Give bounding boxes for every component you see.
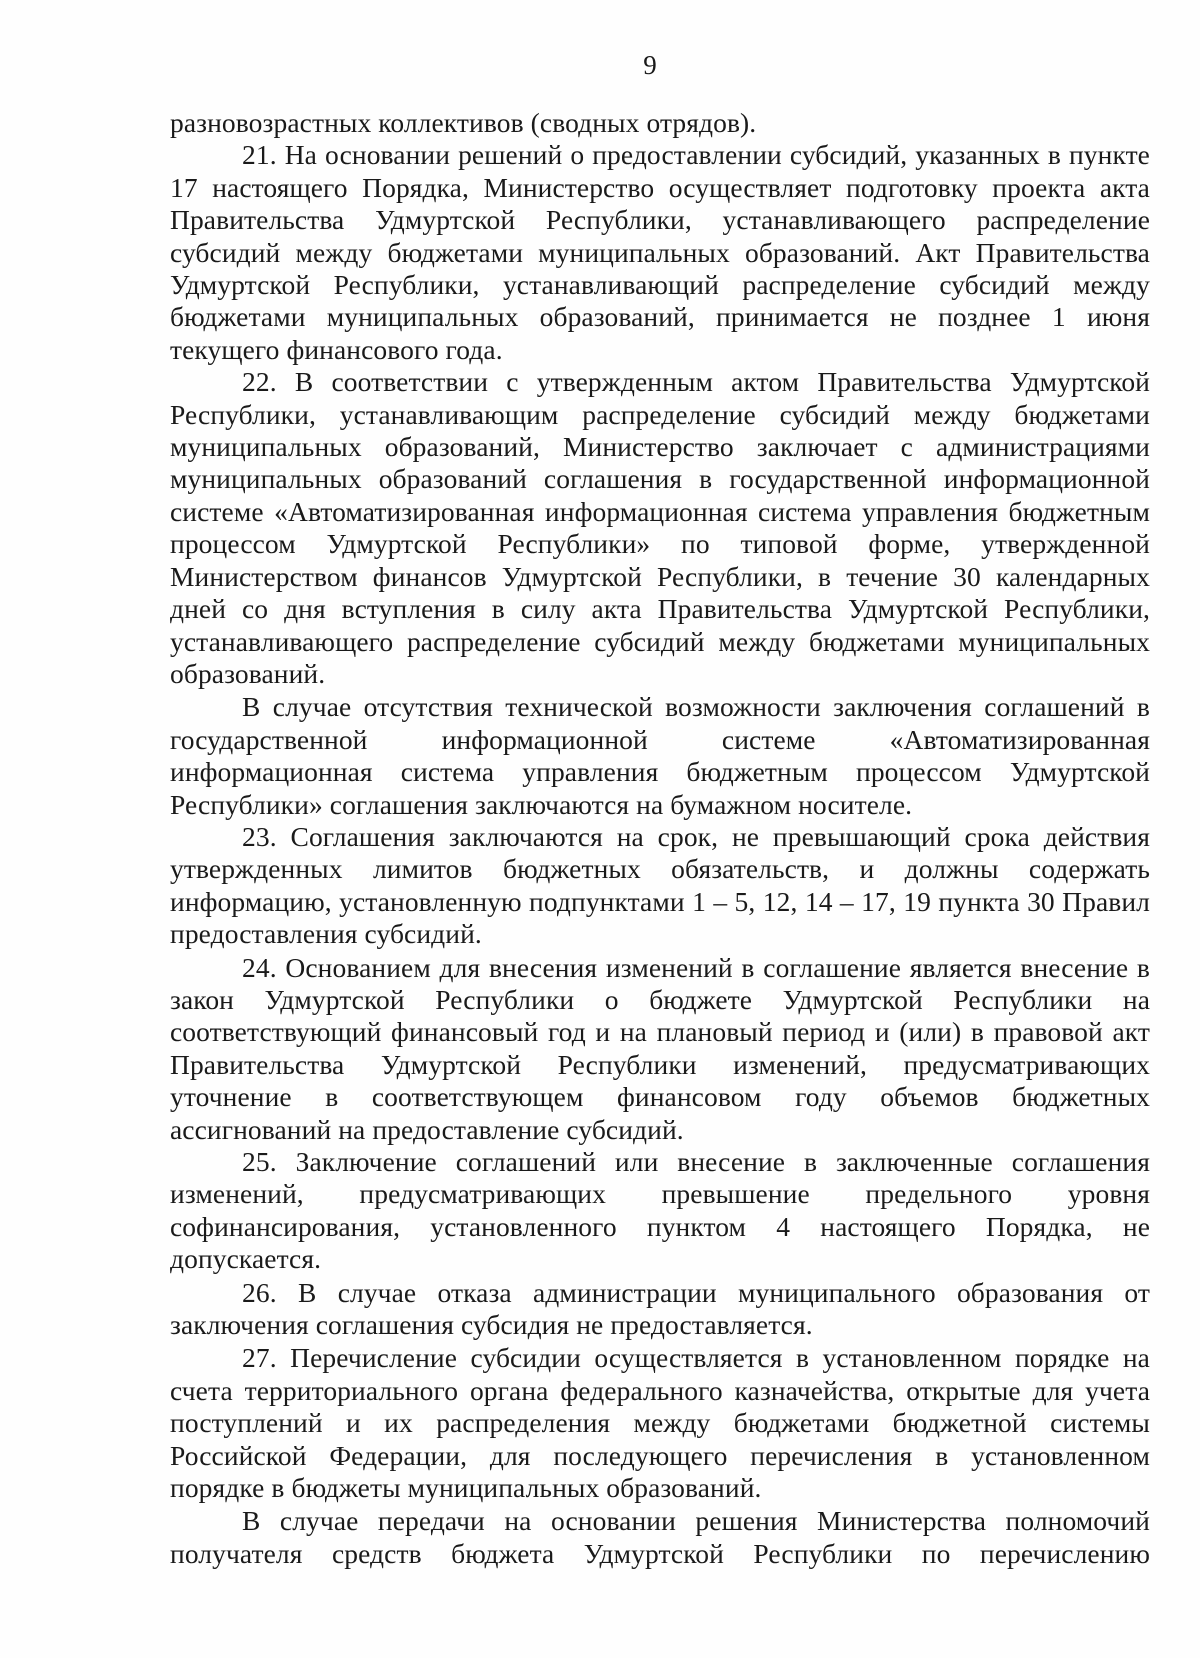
paragraph-item-23: 23. Соглашения заключаются на срок, не превышающий срока действия утвержденных лимитов бюджетных обязательств, и должны содержать информацию, установленную подпунктами 1 – 5, 12, 14 – 17, 19 пункта 30 Правил предоставления субсидий. [170,820,1150,950]
paragraph-item-26: 26. В случае отказа администрации муниципального образования от заключения соглашения субсидия не предоставляется. [170,1276,1150,1341]
page-number: 9 [643,50,657,80]
paragraph-continuation: разновозрастных коллективов (сводных отрядов). [170,107,757,138]
paragraph-item-21: 21. На основании решений о предоставлении субсидий, указанных в пункте 17 настоящего Порядка, Министерство осуществляет подготовку проекта акта Правительства Удмуртской Республики, устанавливающего распределение субсидий между бюджетами муниципальных образований. Акт Правительства Удмуртской Республики, устанавливающий распределение субсидий между бюджетами муниципальных образований, принимается не позднее 1 июня текущего финансового года. [170,139,1150,365]
paragraph-item-22-paper: В случае отсутствия технической возможности заключения соглашений в государственной информационной системе «Автоматизированная информационная система управления бюджетным процессом Удмуртской Республики» соглашения заключаются на бумажном носителе. [170,691,1150,820]
paragraph-item-25: 25. Заключение соглашений или внесение в заключенные соглашения изменений, предусматривающих превышение предельного уровня софинансирования, установленного пунктом 4 настоящего Порядка, не допускается. [170,1146,1150,1275]
document-body [170,107,1150,1570]
paragraph-item-27-transfer: В случае передачи на основании решения Министерства полномочий получателя средств бюджета Удмуртской Республики по перечислению [170,1505,1150,1569]
paragraph-item-24: 24. Основанием для внесения изменений в соглашение является внесение в закон Удмуртской Республики о бюджете Удмуртской Республики на соответствующий финансовый год и на плановый период и (или) в правовой акт Правительства Удмуртской Республики изменений, предусматривающих уточнение в соответствующем финансовом году объемов бюджетных ассигнований на предоставление субсидий. [170,951,1150,1145]
paragraph-item-27: 27. Перечисление субсидии осуществляется в установленном порядке на счета территориального органа федерального казначейства, открытые для учета поступлений и их распределения между бюджетами бюджетной системы Российской Федерации, для последующего перечисления в установленном порядке в бюджеты муниципальных образований. [170,1342,1150,1504]
paragraph-item-22: 22. В соответствии с утвержденным актом Правительства Удмуртской Республики, устанавливающим распределение субсидий между бюджетами муниципальных образований, Министерство заключает с администрациями муниципальных образований соглашения в государственной информационной системе «Автоматизированная информационная система управления бюджетным процессом Удмуртской Республики» по типовой форме, утвержденной Министерством финансов Удмуртской Республики, в течение 30 календарных дней со дня вступления в силу акта Правительства Удмуртской Республики, устанавливающего распределение субсидий между бюджетами муниципальных образований. [170,366,1150,689]
